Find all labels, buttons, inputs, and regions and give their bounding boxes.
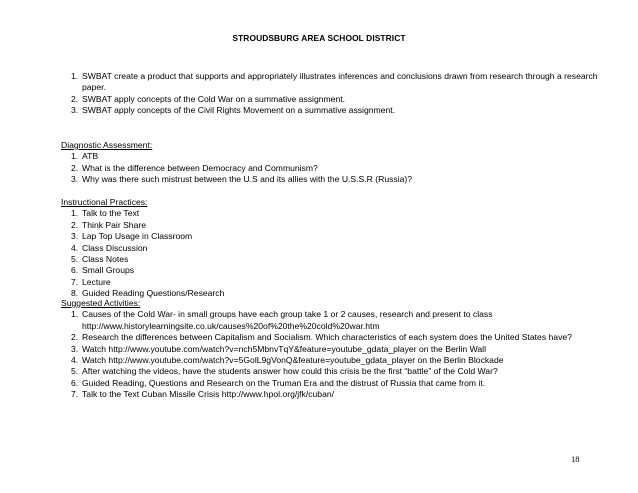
page-title: STROUDSBURG AREA SCHOOL DISTRICT bbox=[232, 33, 406, 43]
item-text: Class Discussion bbox=[82, 242, 148, 253]
item-text: Guided Reading, Questions and Research on the Truman Era and the distrust of Russia that came from it. bbox=[82, 377, 486, 388]
activities-section bbox=[61, 298, 601, 401]
item-text: Small Groups bbox=[82, 265, 135, 276]
list-item: 3. Watch http://www.youtube.com/watch?v=nch5MbnvTqY&feature=youtube_gdata_player on the Berlin Wall bbox=[71, 343, 486, 354]
item-text: Watch http://www.youtube.com/watch?v=5GolL9gVonQ&feature=youtube_gdata_player on the Berlin Blockade bbox=[82, 355, 504, 366]
item-text: After watching the videos, have the students answer how could this crisis be the first “battle” of the Cold War? bbox=[82, 366, 498, 377]
item-text: Research the differences between Capitalism and Socialism. Which characteristics of each system does the United States have? bbox=[82, 332, 572, 343]
item-text: Talk to the Text Cuban Missile Crisis http://www.hpol.org/jfk/cuban/ bbox=[82, 389, 335, 400]
list-item: 1. Talk to the Text bbox=[71, 208, 140, 219]
objective-text: SWBAT create a product that supports and appropriately illustrates inferences and conclusions drawn from research through a research paper. bbox=[82, 71, 598, 93]
list-item: 4. Class Discussion bbox=[71, 242, 148, 253]
item-text: Talk to the Text bbox=[82, 208, 140, 219]
list-item: 2. What is the difference between Democracy and Communism? bbox=[71, 162, 318, 173]
item-text: Causes of the Cold War- in small groups have each group take 1 or 2 causes, research and present to class http://www.historylearningsite.co.uk/causes%20of%20the%20cold%20war.htm bbox=[82, 309, 493, 331]
list-item: 6. Guided Reading, Questions and Research on the Truman Era and the distrust of Russia that came from it. bbox=[71, 377, 486, 388]
list-item: 3. Why was there such mistrust between the U.S and its allies with the U.S.S.R (Russia)? bbox=[71, 174, 413, 185]
item-text: Lecture bbox=[82, 276, 111, 287]
list-item: 3. Lap Top Usage in Classroom bbox=[71, 231, 193, 242]
item-text: Watch http://www.youtube.com/watch?v=nch5MbnvTqY&feature=youtube_gdata_player on the Berlin Wall bbox=[82, 343, 486, 354]
item-text: Think Pair Share bbox=[82, 219, 147, 230]
list-item: 2. Research the differences between Capitalism and Socialism. Which characteristics of each system does the United States have? bbox=[71, 332, 572, 343]
list-item: 8. Guided Reading Questions/Research bbox=[71, 288, 225, 299]
practices-list bbox=[61, 208, 601, 299]
objective-text: SWBAT apply concepts of the Civil Rights Movement on a summative assignment. bbox=[82, 105, 396, 116]
list-item: 1. Causes of the Cold War- in small groups have each group take 1 or 2 causes, research and present to class http://www.historylearningsite.co.uk/causes%20of%20the%20cold%20war.htm bbox=[71, 309, 493, 331]
diagnostic-section bbox=[61, 140, 601, 186]
page-number: 18 bbox=[571, 454, 580, 464]
objectives-list bbox=[61, 71, 601, 117]
list-item: 2. SWBAT apply concepts of the Cold War on a summative assignment. bbox=[71, 93, 346, 104]
section-heading: Instructional Practices: bbox=[61, 197, 148, 207]
list-item: 4. Watch http://www.youtube.com/watch?v=5GolL9gVonQ&feature=youtube_gdata_player on the Berlin Blockade bbox=[71, 355, 504, 366]
list-item: 1. SWBAT create a product that supports and appropriately illustrates inferences and conclusions drawn from research through a research paper. bbox=[71, 71, 598, 93]
diagnostic-list bbox=[61, 151, 601, 185]
item-text: Lap Top Usage in Classroom bbox=[82, 231, 193, 242]
item-text: What is the difference between Democracy and Communism? bbox=[82, 162, 318, 173]
list-item: 5. Class Notes bbox=[71, 254, 129, 265]
section-heading: Suggested Activities: bbox=[61, 298, 141, 308]
item-text: ATB bbox=[82, 151, 99, 162]
list-item: 7. Talk to the Text Cuban Missile Crisis http://www.hpol.org/jfk/cuban/ bbox=[71, 389, 335, 400]
objective-text: SWBAT apply concepts of the Cold War on a summative assignment. bbox=[82, 93, 346, 104]
item-text: Why was there such mistrust between the U.S and its allies with the U.S.S.R (Russia)? bbox=[82, 174, 413, 185]
list-item: 7. Lecture bbox=[71, 276, 111, 287]
list-item: 3. SWBAT apply concepts of the Civil Rights Movement on a summative assignment. bbox=[71, 105, 396, 116]
activities-list bbox=[61, 309, 601, 400]
item-text: Class Notes bbox=[82, 254, 129, 265]
list-item: 6. Small Groups bbox=[71, 265, 135, 276]
section-heading: Diagnostic Assessment: bbox=[61, 140, 153, 150]
objectives-section bbox=[61, 71, 601, 117]
list-item: 1. ATB bbox=[71, 151, 99, 162]
practices-section bbox=[61, 197, 601, 300]
list-item: 5. After watching the videos, have the students answer how could this crisis be the first “battle” of the Cold War? bbox=[71, 366, 498, 377]
item-text: Guided Reading Questions/Research bbox=[82, 288, 225, 299]
list-item: 2. Think Pair Share bbox=[71, 219, 147, 230]
